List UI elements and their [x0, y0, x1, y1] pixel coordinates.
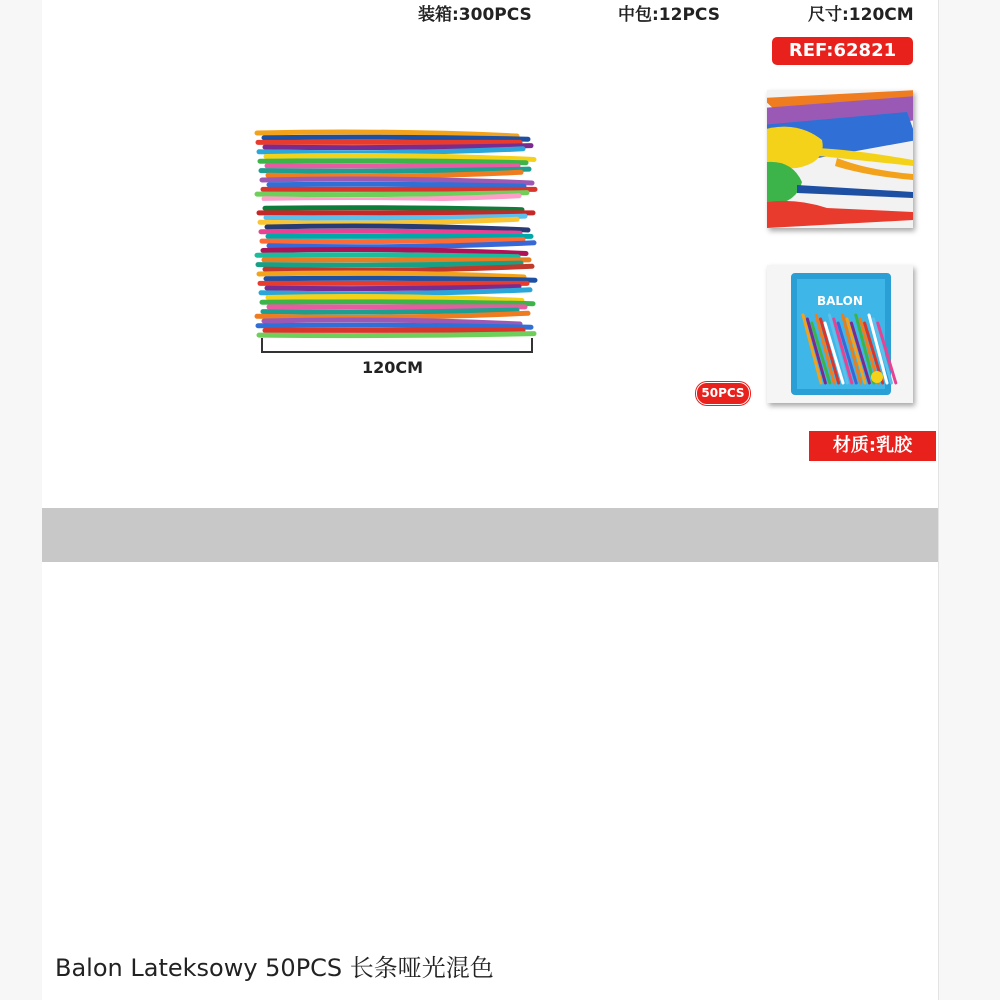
balloon-bundle-image[interactable]: [247, 125, 547, 345]
balloon-strand: [262, 302, 533, 304]
package-brand-label: BALON: [817, 294, 863, 308]
balloon-strand: [260, 161, 526, 163]
balloon-package-image: [767, 265, 913, 403]
product-card: [42, 0, 939, 1000]
length-measure-line: [261, 338, 533, 352]
balloon-strand: [261, 231, 520, 233]
balloon-strand: [262, 240, 523, 242]
quantity-badge: 50PCS: [696, 382, 750, 405]
length-label: 120CM: [362, 358, 424, 377]
measure-tick-right: [531, 338, 533, 353]
balloon-strand: [269, 184, 524, 186]
balloon-strand: [259, 334, 534, 336]
balloon-strand: [267, 287, 519, 289]
balloon-strand: [257, 255, 518, 257]
size-spec: 尺寸:120CM: [808, 5, 914, 25]
closeup-thumbnail[interactable]: [767, 90, 913, 228]
balloon-strand: [265, 146, 531, 148]
balloon-strand: [266, 278, 535, 280]
scroll-area[interactable]: [939, 0, 1000, 1000]
inner-pack-quantity: 中包:12PCS: [618, 5, 720, 25]
section-divider: [42, 508, 938, 562]
ref-badge: REF:62821: [772, 37, 913, 65]
material-badge: 材质:乳胶: [809, 431, 936, 461]
balloon-strand: [263, 310, 517, 312]
balloon-strand: [261, 169, 529, 171]
balloon-strand: [264, 137, 528, 139]
balloon-strand: [257, 193, 527, 195]
balloon-closeup-image: [767, 90, 913, 228]
balloon-strand: [258, 263, 521, 265]
measure-line: [261, 351, 533, 353]
balloon-strand: [265, 208, 522, 210]
balloon-strand: [258, 325, 531, 327]
product-title[interactable]: Balon Lateksowy 50PCS 长条哑光混色: [55, 954, 494, 982]
balloon-strand: [266, 216, 525, 218]
carton-quantity: 装箱:300PCS: [418, 5, 532, 25]
package-thumbnail[interactable]: [767, 265, 913, 403]
